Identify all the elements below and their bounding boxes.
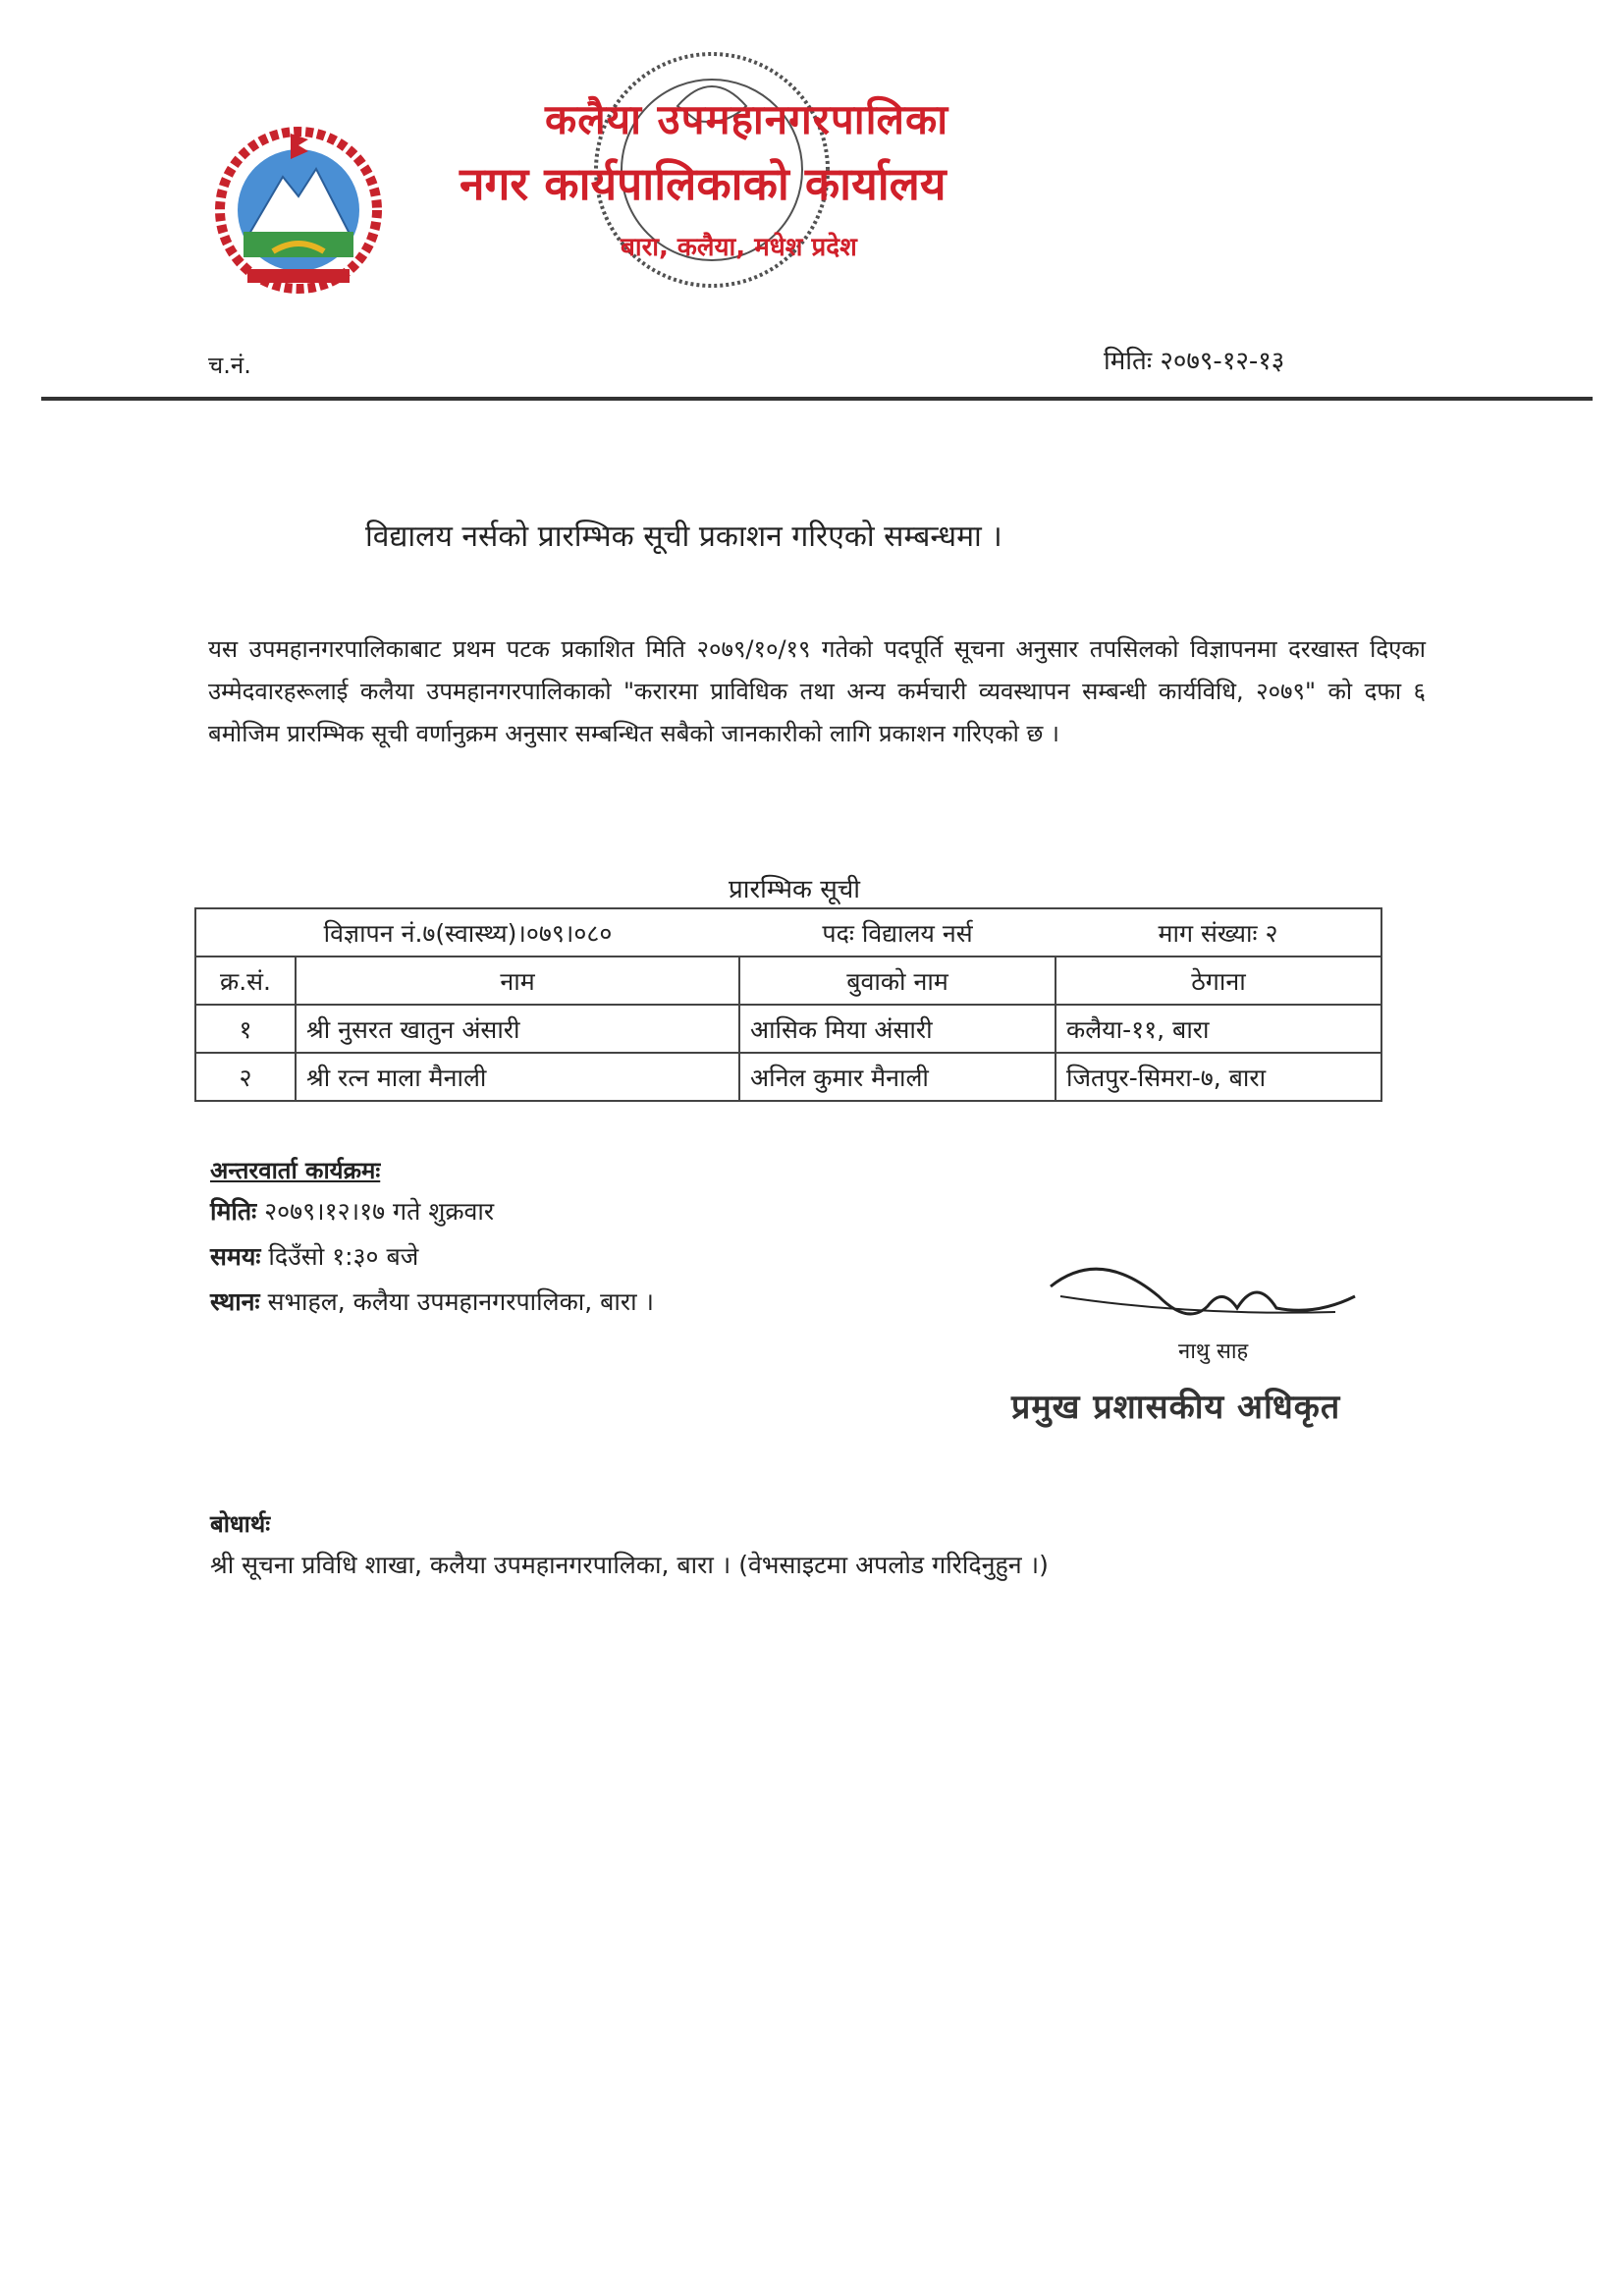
- interview-title: अन्तरवार्ता कार्यक्रमः: [210, 1157, 381, 1184]
- cell-name: श्री रत्न माला मैनाली: [296, 1053, 739, 1101]
- demand-count: माग संख्याः २: [1056, 908, 1381, 957]
- col-header-name: नाम: [296, 957, 739, 1005]
- post-name: पदः विद्यालय नर्स: [739, 908, 1056, 957]
- candidate-table: [194, 907, 1382, 1102]
- letter-body: यस उपमहानगरपालिकाबाट प्रथम पटक प्रकाशित मिति २०७९/१०/१९ गतेको पदपूर्ति सूचना अनुसार तपसिलको विज्ञापनमा दरखास्त दिएका उम्मेदवारहरूलाई कलैया उपमहानगरपालिकाको "करारमा प्राविधिक तथा अन्य कर्मचारी व्यवस्थापन सम्बन्धी कार्यविधि, २०७९" को दफा ६ बमोजिम प्रारम्भिक सूची वर्णानुक्रम अनुसार सम्बन्धित सबैको जानकारीको लागि प्रकाशन गरिएको छ ।: [208, 635, 1426, 747]
- table-meta-row: [195, 908, 1381, 957]
- interview-date-label: मितिः: [210, 1197, 257, 1226]
- org-name-line1: कलैया उपमहानगरपालिका: [545, 95, 949, 143]
- org-address: बारा, कलैया, मधेश प्रदेश: [621, 233, 857, 262]
- table-title: प्रारम्भिक सूची: [729, 875, 861, 904]
- signatory-name: नाथु साह: [1178, 1339, 1249, 1364]
- cell-address: कलैया-११, बारा: [1056, 1005, 1381, 1053]
- cc-recipient: श्री सूचना प्रविधि शाखा, कलैया उपमहानगरपालिका, बारा । (वेभसाइटमा अपलोड गरिदिनुहुन ।): [210, 1551, 1049, 1579]
- interview-date: [210, 1194, 494, 1228]
- letter-date: मितिः २०७९-१२-१३: [1104, 347, 1285, 376]
- chalan-number-label: च.नं.: [208, 352, 251, 379]
- letter-subject: विद्यालय नर्सको प्रारम्भिक सूची प्रकाशन गरिएको सम्बन्धमा ।: [365, 519, 1002, 554]
- cc-title: बोधार्थः: [210, 1510, 271, 1538]
- cell-father: अनिल कुमार मैनाली: [739, 1053, 1056, 1101]
- interview-date-value: २०७९।१२।१७ गते शुक्रवार: [264, 1197, 495, 1226]
- cell-address: जितपुर-सिमरा-७, बारा: [1056, 1053, 1381, 1101]
- handwritten-signature: [1041, 1247, 1375, 1345]
- interview-time-label: समयः: [210, 1242, 261, 1271]
- signatory-designation: प्रमुख प्रशासकीय अधिकृत: [1011, 1388, 1341, 1427]
- nepal-emblem-icon: [214, 126, 383, 295]
- col-header-sn: क्र.सं.: [195, 957, 296, 1005]
- interview-time: [210, 1239, 418, 1273]
- interview-place-value: सभाहल, कलैया उपमहानगरपालिका, बारा ।: [267, 1287, 655, 1316]
- cell-name: श्री नुसरत खातुन अंसारी: [296, 1005, 739, 1053]
- cell-sn: २: [195, 1053, 296, 1101]
- header-divider: [41, 397, 1593, 401]
- table-header-row: [195, 957, 1381, 1005]
- org-name-line2: नगर कार्यपालिकाको कार्यालय: [460, 157, 947, 210]
- table-row: [195, 1005, 1381, 1053]
- col-header-father: बुवाको नाम: [739, 957, 1056, 1005]
- interview-place: [210, 1285, 654, 1318]
- interview-place-label: स्थानः: [210, 1287, 260, 1316]
- advert-number: विज्ञापन नं.७(स्वास्थ्य)।०७९।०८०: [195, 908, 739, 957]
- cell-father: आसिक मिया अंसारी: [739, 1005, 1056, 1053]
- col-header-address: ठेगाना: [1056, 957, 1381, 1005]
- table-row: [195, 1053, 1381, 1101]
- interview-time-value: दिउँसो १:३० बजे: [268, 1242, 419, 1271]
- cell-sn: १: [195, 1005, 296, 1053]
